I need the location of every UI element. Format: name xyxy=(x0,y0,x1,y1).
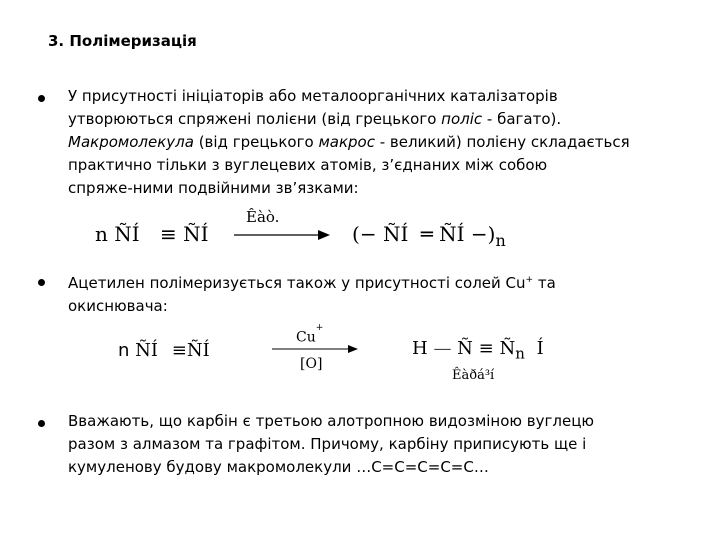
text-line: утворюються спряжені полієни (від грецького поліс - багато). xyxy=(68,110,562,128)
bullet-dot xyxy=(38,279,45,286)
coefficient-n: n xyxy=(118,340,130,361)
text-line: Ацетилен полімеризується також у присутності солей Cu+ та xyxy=(68,274,556,292)
text-line: разом з алмазом та графітом. Причому, карбіну приписують ще і xyxy=(68,435,587,453)
text-line: кумуленову будову макромолекули …C=C=C=C=C… xyxy=(68,458,489,476)
carbon: Ñ xyxy=(499,338,516,359)
triple-bond: ≡ xyxy=(171,340,187,361)
carbon: Ñ xyxy=(457,338,473,359)
text-line: Вважають, що карбін є третьою алотропною видозміною вуглецю xyxy=(68,412,595,430)
hydrogen: H xyxy=(412,338,428,359)
formula-polymerization xyxy=(95,222,209,246)
text-line: У присутності ініціаторів або металоорганічних каталізаторів xyxy=(68,87,558,105)
subscript-n: n xyxy=(515,344,525,363)
carbyne-label: Êàðá³í xyxy=(452,368,495,383)
section-heading: 3. Полімеризація xyxy=(48,32,197,50)
formula-group: ÑÍ xyxy=(183,222,209,246)
formula-group: ÑÍ xyxy=(186,340,210,361)
paren: ) xyxy=(487,222,496,246)
text-line: спряже-ними подвійними зв’язками: xyxy=(68,179,359,197)
paragraph-polyenes xyxy=(68,85,688,200)
paren: ( xyxy=(352,222,360,246)
hydrogen: Í xyxy=(536,338,544,359)
formula-product xyxy=(352,222,506,250)
reaction-arrow xyxy=(232,228,332,242)
formula-group: ÑÍ xyxy=(114,222,140,246)
reaction-arrow xyxy=(270,343,360,355)
triple-bond: ≡ xyxy=(478,338,494,359)
paragraph-acetylene xyxy=(68,269,688,318)
text-line: практично тільки з вуглецевих атомів, з’єднаних між собою xyxy=(68,156,548,174)
double-bond: ═ xyxy=(420,222,433,246)
coefficient-n: n xyxy=(95,222,108,246)
bullet-dot xyxy=(38,95,45,102)
bond: − xyxy=(359,222,377,246)
subscript-n: n xyxy=(495,231,506,250)
paragraph-carbyne xyxy=(68,410,688,479)
formula-acetylene xyxy=(118,340,210,361)
bond: − xyxy=(470,222,488,246)
formula-group: ÑÍ xyxy=(439,222,465,246)
formula-group: ÑÍ xyxy=(135,340,159,361)
formula-carbyne: H — Ñ ≡ $Ñ_n$ Í xyxy=(412,338,544,363)
text-line: Макромолекула (від грецького макрос - великий) полієну складається xyxy=(68,133,630,151)
formula-group: ÑÍ xyxy=(382,222,409,246)
text-line: окиснювача: xyxy=(68,297,168,315)
oxidizer-label: [O] xyxy=(300,356,323,372)
bullet-dot xyxy=(38,420,45,427)
triple-bond: ≡ xyxy=(160,222,177,246)
catalyst-cu: Cu+ xyxy=(296,323,324,346)
catalyst-label: Êàò. xyxy=(246,208,280,226)
